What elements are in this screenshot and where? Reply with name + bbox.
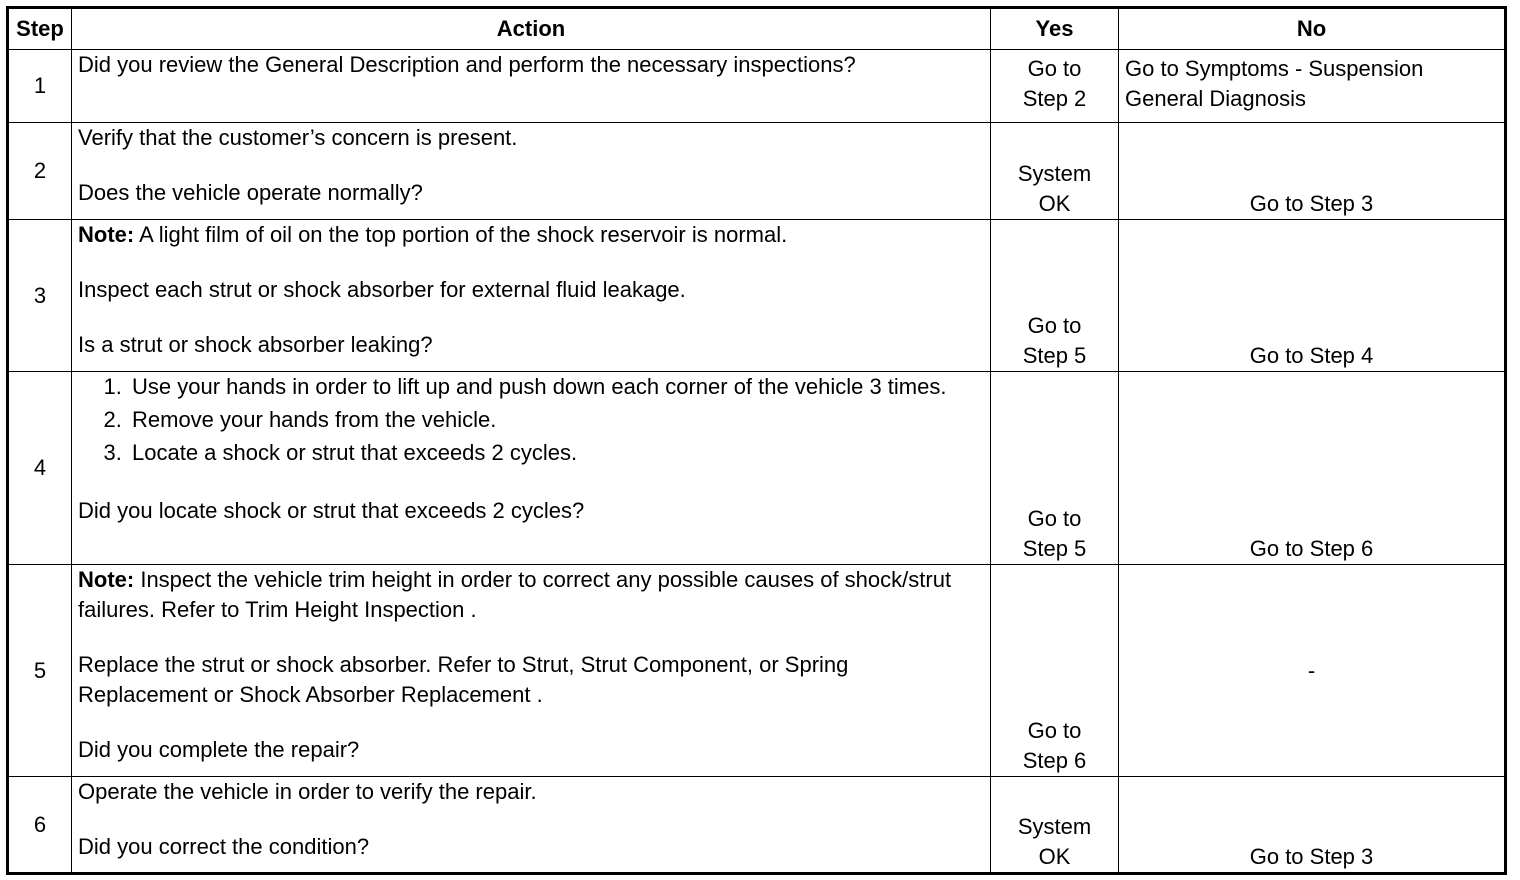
yes-line-1: Go to (1027, 56, 1082, 81)
action-instruction: Operate the vehicle in order to verify the repair. (78, 779, 537, 804)
yes-line-1: Go to (1027, 313, 1082, 338)
action-cell (72, 123, 991, 220)
note-label: Note: (78, 222, 135, 247)
table-row-step-5 (8, 565, 1506, 777)
action-question: Did you locate shock or strut that exceeds 2 cycles? (78, 498, 585, 523)
yes-line-1: Go to (1027, 718, 1082, 743)
table-row-step-4 (8, 372, 1506, 565)
yes-line-1: Go to (1027, 506, 1082, 531)
yes-cell (991, 565, 1119, 777)
action-question: Did you review the General Description and perform the necessary inspections? (78, 52, 856, 77)
action-cell (72, 565, 991, 777)
no-cell: - (1119, 565, 1506, 777)
table-row-step-3 (8, 220, 1506, 372)
action-cell (72, 372, 991, 565)
table-row-step-1 (8, 50, 1506, 123)
action-cell (72, 50, 991, 123)
yes-line-2: Step 5 (1022, 343, 1087, 368)
procedure-item: 1. Use your hands in order to lift up and push down each corner of the vehicle 3 times. (128, 372, 984, 402)
step-number: 3 (8, 220, 72, 372)
yes-cell (991, 372, 1119, 565)
action-instruction: Replace the strut or shock absorber. Refer to Strut, Strut Component, or Spring Replacement or Shock Absorber Replacement . (78, 652, 849, 707)
action-note (78, 565, 984, 625)
action-question: Did you correct the condition? (78, 834, 370, 859)
no-line-2: General Diagnosis (1125, 86, 1306, 111)
yes-cell (991, 220, 1119, 372)
yes-line-2: Step 2 (1022, 86, 1087, 111)
step-number: 4 (8, 372, 72, 565)
no-cell: Go to Step 3 (1119, 123, 1506, 220)
step-number: 5 (8, 565, 72, 777)
action-cell (72, 777, 991, 874)
note-text: Inspect the vehicle trim height in order to correct any possible causes of shock/strut failures. Refer to Trim Height Inspection . (78, 567, 952, 622)
action-instruction: Inspect each strut or shock absorber for external fluid leakage. (78, 277, 686, 302)
no-cell: Go to Step 4 (1119, 220, 1506, 372)
yes-line-2: OK (1038, 844, 1071, 869)
procedure-item: 2. Remove your hands from the vehicle. (128, 405, 984, 435)
yes-line-2: Step 5 (1022, 536, 1087, 561)
action-question: Is a strut or shock absorber leaking? (78, 332, 433, 357)
header-row (8, 8, 1506, 50)
diagnostic-table (6, 6, 1507, 875)
yes-line-2: Step 6 (1022, 748, 1087, 773)
procedure-item: 3. Locate a shock or strut that exceeds 2 cycles. (128, 438, 984, 468)
yes-line-1: System (1017, 814, 1092, 839)
note-text: A light film of oil on the top portion of the shock reservoir is normal. (134, 222, 788, 247)
action-instruction: Verify that the customer’s concern is present. (78, 125, 518, 150)
procedure-list (78, 372, 984, 468)
note-label: Note: (78, 567, 135, 592)
yes-cell (991, 123, 1119, 220)
table-row-step-6 (8, 777, 1506, 874)
yes-cell (991, 50, 1119, 123)
action-note (78, 220, 984, 250)
action-question: Did you complete the repair? (78, 737, 360, 762)
header-step: Step (8, 8, 72, 50)
yes-line-2: OK (1038, 191, 1071, 216)
header-action: Action (72, 8, 991, 50)
no-cell: Go to Step 6 (1119, 372, 1506, 565)
no-cell: Go to Step 3 (1119, 777, 1506, 874)
yes-cell (991, 777, 1119, 874)
step-number: 6 (8, 777, 72, 874)
yes-line-1: System (1017, 161, 1092, 186)
step-number: 1 (8, 50, 72, 123)
table-row-step-2 (8, 123, 1506, 220)
no-line-1: Go to Symptoms - Suspension (1125, 56, 1424, 81)
no-cell (1119, 50, 1506, 123)
action-question: Does the vehicle operate normally? (78, 180, 423, 205)
header-yes: Yes (991, 8, 1119, 50)
action-cell (72, 220, 991, 372)
header-no: No (1119, 8, 1506, 50)
step-number: 2 (8, 123, 72, 220)
